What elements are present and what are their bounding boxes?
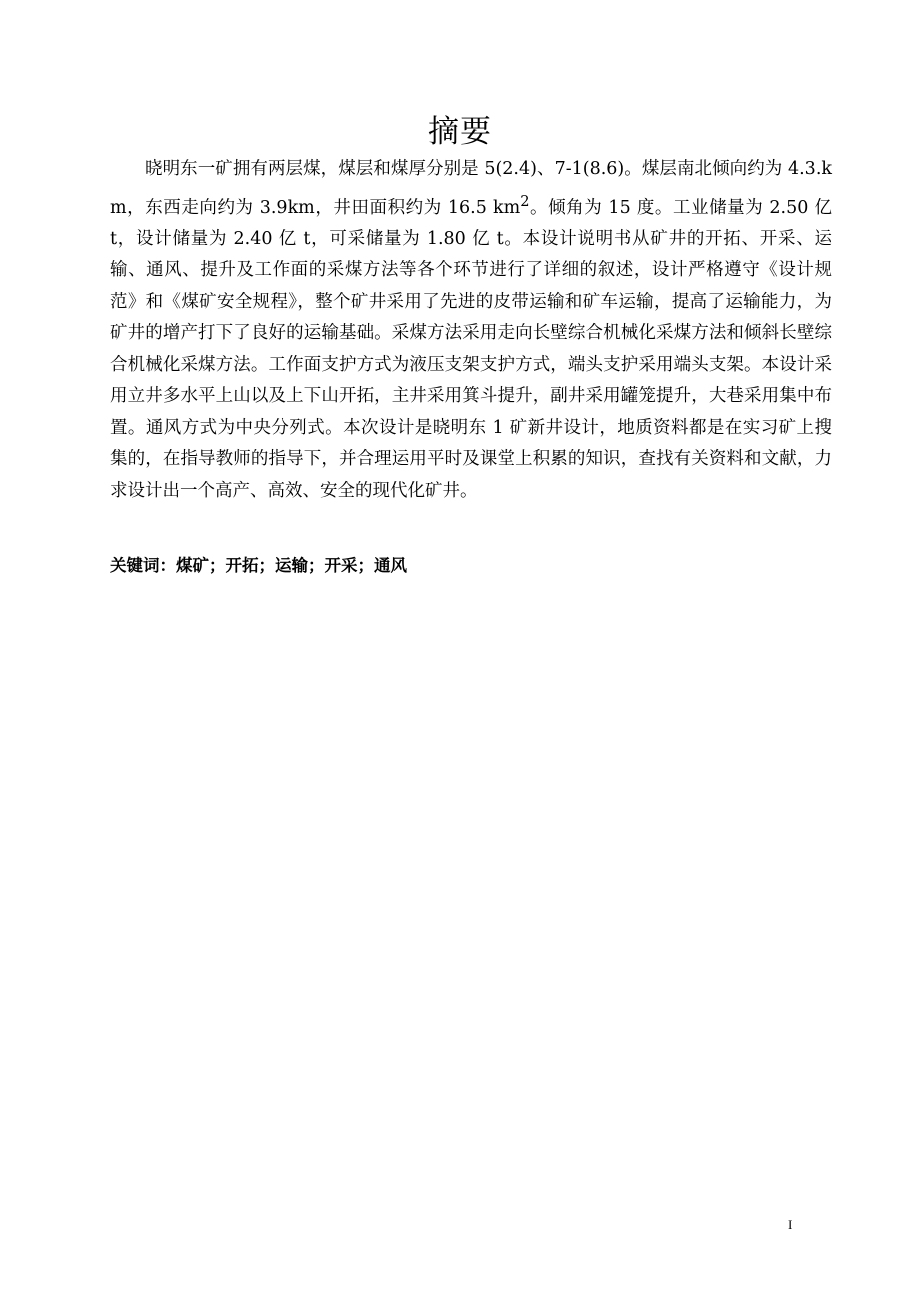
abstract-paragraph: [110, 154, 832, 507]
area-unit-superscript: 2: [520, 192, 530, 210]
keywords-line: 关键词：煤矿；开拓；运输；开采；通风: [110, 556, 407, 575]
abstract-text-part-2: 。倾角为 15 度。工业储量为 2.50 亿 t，设计储量为 2.40 亿 t，可采储量为 1.80 亿 t。本设计说明书从矿井的开拓、开采、运输、通风、提升及工作面的采煤方法等各个环节进行了详细的叙述，设计严格遵守《设计规范》和《煤矿安全规程》，整个矿井采用了先进的皮带运输和矿车运输，提高了运输能力，为矿井的增产打下了良好的运输基础。采煤方法采用走向长壁综合机械化采煤方法和倾斜长壁综合机械化采煤方法。工作面支护方式为液压支架支护方式，端头支护采用端头支架。本设计采用立井多水平上山以及上下山开拓，主井采用箕斗提升，副井采用罐笼提升，大巷采用集中布置。通风方式为中央分列式。本次设计是晓明东 1 矿新井设计，地质资料都是在实习矿上搜集的，在指导教师的指导下，并合理运用平时及课堂上积累的知识，查找有关资料和文献，力求设计出一个高产、高效、安全的现代化矿井。: [110, 197, 832, 501]
page-number: I: [788, 1217, 793, 1232]
abstract-title: 摘要: [428, 114, 492, 150]
abstract-text-part-1: 晓明东一矿拥有两层煤，煤层和煤厚分别是 5(2.4)、7-1(8.6)。煤层南北倾向约为 4.3.km，东西走向约为 3.9km，井田面积约为 16.5 km: [110, 159, 832, 218]
